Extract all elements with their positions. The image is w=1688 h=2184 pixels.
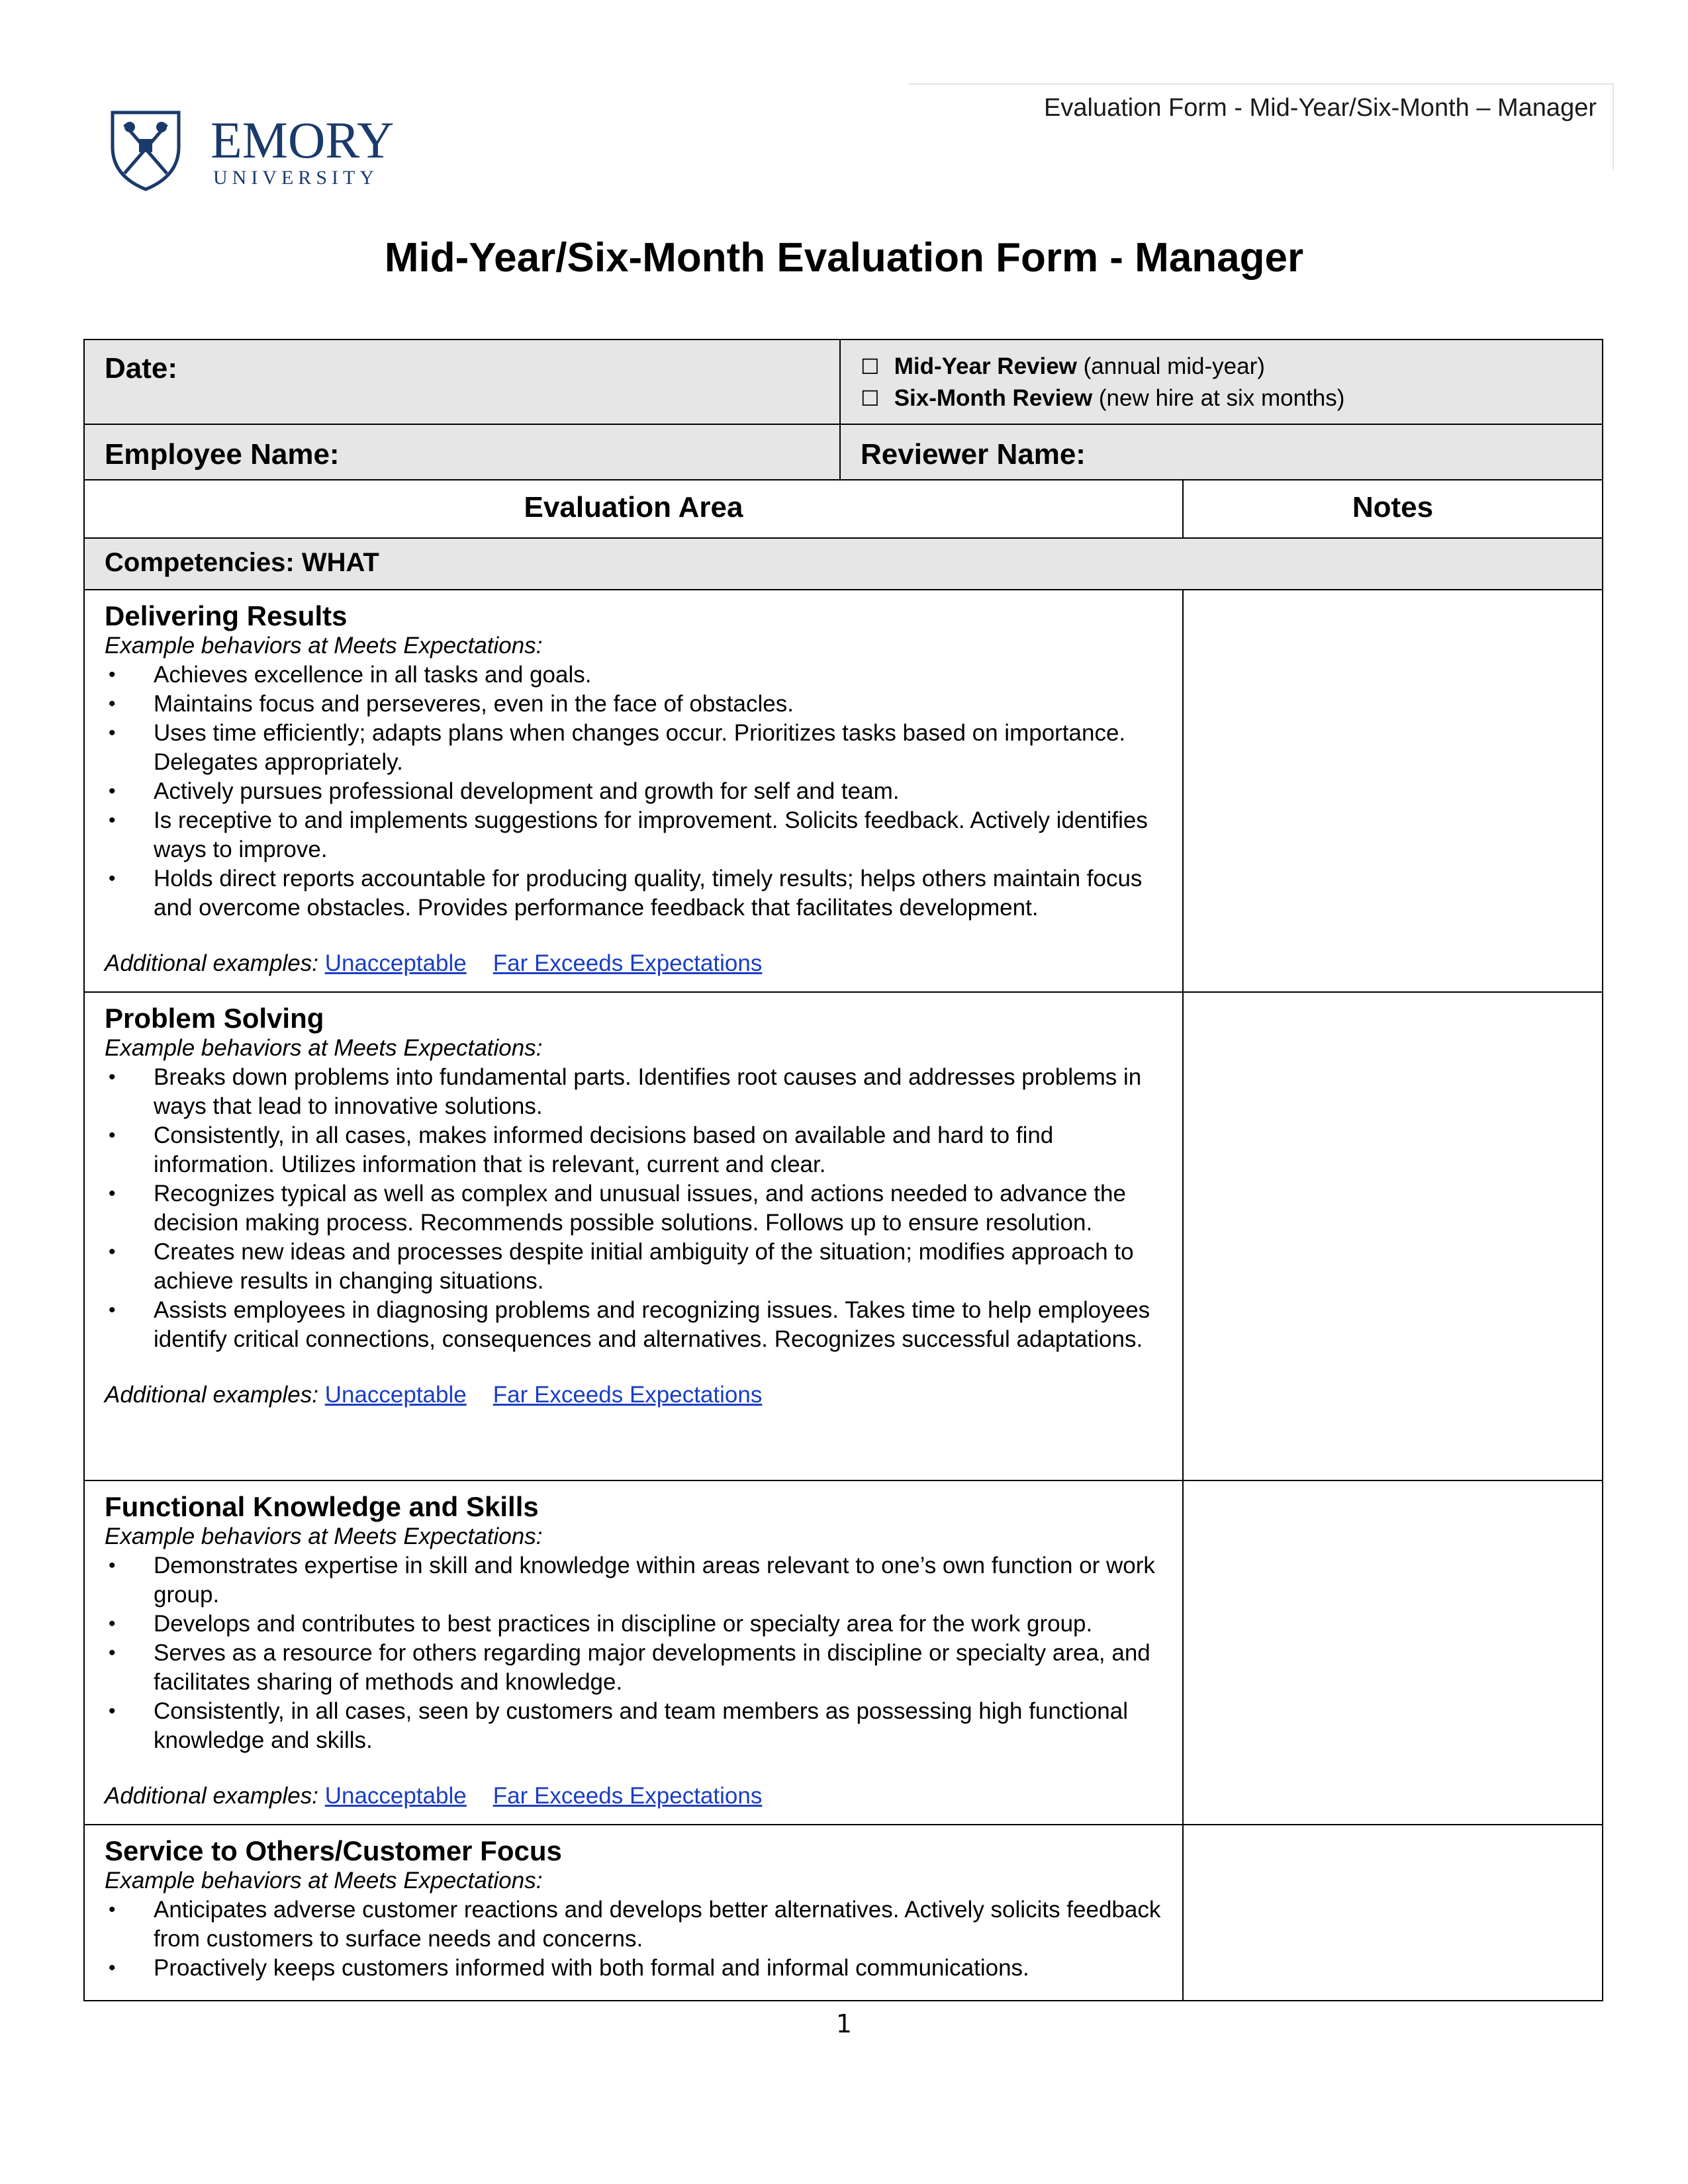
list-item bbox=[105, 660, 1177, 690]
logo-subtitle: UNIVERSITY bbox=[213, 167, 379, 189]
section-title: Delivering Results bbox=[105, 600, 348, 631]
mid-year-review-checkbox[interactable] bbox=[861, 351, 1265, 383]
six-month-review-note: (new hire at six months) bbox=[1092, 385, 1345, 411]
list-item bbox=[105, 1063, 1177, 1121]
section-problem-solving bbox=[105, 1003, 1177, 1410]
additional-examples-label: Additional examples: bbox=[105, 950, 318, 976]
checkbox-icon: ☐ bbox=[861, 386, 880, 411]
section-subtitle: Example behaviors at Meets Expectations: bbox=[105, 1524, 543, 1549]
bullet-icon: • bbox=[109, 1700, 116, 1722]
section-delivering-results bbox=[105, 601, 1177, 978]
bullet-icon: • bbox=[109, 1183, 116, 1205]
page-title: Mid-Year/Six-Month Evaluation Form - Manager bbox=[384, 235, 1304, 281]
row-divider bbox=[83, 479, 1603, 480]
bullet-icon: • bbox=[109, 1613, 116, 1635]
checkbox-icon: ☐ bbox=[861, 354, 880, 379]
list-item bbox=[105, 1238, 1177, 1296]
bullet-icon: • bbox=[109, 693, 116, 715]
section-subtitle: Example behaviors at Meets Expectations: bbox=[105, 1035, 543, 1061]
section-service-to-others bbox=[105, 1836, 1177, 1983]
list-item bbox=[105, 1639, 1177, 1697]
column-divider bbox=[839, 339, 841, 480]
column-header-notes: Notes bbox=[1352, 491, 1434, 523]
section-title: Functional Knowledge and Skills bbox=[105, 1491, 539, 1522]
list-item bbox=[105, 690, 1177, 719]
bullet-icon: • bbox=[109, 1899, 116, 1921]
bullet-icon: • bbox=[109, 1066, 116, 1088]
bullet-text: Creates new ideas and processes despite initial ambiguity of the situation; modifies approach to achieve results in changing situations. bbox=[154, 1239, 1134, 1294]
section-functional-knowledge bbox=[105, 1492, 1177, 1811]
emory-logo bbox=[110, 110, 401, 192]
bullet-text: Maintains focus and perseveres, even in the face of obstacles. bbox=[154, 691, 794, 717]
additional-examples-label: Additional examples: bbox=[105, 1382, 318, 1408]
additional-examples bbox=[105, 1381, 1177, 1410]
bullet-text: Consistently, in all cases, seen by customers and team members as possessing high functional knowledge and skills. bbox=[154, 1698, 1129, 1753]
bullet-text: Breaks down problems into fundamental parts. Identifies root causes and addresses problems in ways that lead to innovative solutions. bbox=[154, 1064, 1142, 1119]
mid-year-review-label: Mid-Year Review bbox=[894, 353, 1077, 379]
row-divider bbox=[83, 991, 1603, 993]
bullet-icon: • bbox=[109, 1124, 116, 1146]
page-number: 1 bbox=[835, 2009, 853, 2038]
six-month-review-label: Six-Month Review bbox=[894, 385, 1093, 411]
list-item bbox=[105, 1551, 1177, 1610]
row-divider bbox=[83, 424, 1603, 425]
section-title: Problem Solving bbox=[105, 1003, 324, 1034]
mid-year-review-note: (annual mid-year) bbox=[1076, 353, 1265, 379]
bullet-icon: • bbox=[109, 722, 116, 744]
far-exceeds-expectations-link[interactable]: Far Exceeds Expectations bbox=[492, 1382, 763, 1408]
bullet-text: Recognizes typical as well as complex and unusual issues, and actions needed to advance the decision making process. Recommends possible solutions. Follows up to ensure resolution. bbox=[154, 1181, 1126, 1236]
far-exceeds-expectations-link[interactable]: Far Exceeds Expectations bbox=[492, 950, 763, 976]
bullet-icon: • bbox=[109, 1241, 116, 1263]
bullet-icon: • bbox=[109, 809, 116, 831]
column-divider bbox=[1182, 589, 1184, 2001]
six-month-review-checkbox[interactable] bbox=[861, 383, 1344, 414]
additional-examples bbox=[105, 1782, 1177, 1811]
bullet-text: Assists employees in diagnosing problems and recognizing issues. Takes time to help employees identify critical connections, consequences and alternatives. Recognizes successful adaptations. bbox=[154, 1297, 1150, 1352]
row-divider bbox=[83, 537, 1603, 539]
reviewer-name-label: Reviewer Name: bbox=[861, 438, 1086, 471]
row-divider bbox=[83, 589, 1603, 590]
section-title: Service to Others/Customer Focus bbox=[105, 1835, 562, 1866]
shield-icon bbox=[113, 113, 179, 189]
bullet-icon: • bbox=[109, 868, 116, 889]
list-item bbox=[105, 1179, 1177, 1238]
bullet-text: Demonstrates expertise in skill and knowledge within areas relevant to one’s own function or work group. bbox=[154, 1553, 1155, 1608]
bullet-icon: • bbox=[109, 1555, 116, 1576]
list-item bbox=[105, 1121, 1177, 1179]
additional-examples-label: Additional examples: bbox=[105, 1783, 318, 1809]
bullet-text: Proactively keeps customers informed with both formal and informal communications. bbox=[154, 1955, 1029, 1981]
employee-name-label: Employee Name: bbox=[105, 438, 340, 471]
unacceptable-link[interactable]: Unacceptable bbox=[324, 950, 467, 976]
bullet-icon: • bbox=[109, 780, 116, 802]
competencies-heading: Competencies: WHAT bbox=[105, 548, 379, 577]
bullet-text: Consistently, in all cases, makes informed decisions based on available and hard to find information. Utilizes information that is relevant, current and clear. bbox=[154, 1122, 1054, 1177]
bullet-icon: • bbox=[109, 1299, 116, 1321]
additional-examples bbox=[105, 949, 1177, 978]
bullet-text: Actively pursues professional development and growth for self and team. bbox=[154, 778, 900, 804]
list-item bbox=[105, 777, 1177, 806]
row-divider bbox=[83, 1824, 1603, 1825]
row-divider bbox=[83, 1480, 1603, 1481]
list-item bbox=[105, 1697, 1177, 1755]
bullet-icon: • bbox=[109, 1642, 116, 1664]
unacceptable-link[interactable]: Unacceptable bbox=[324, 1382, 467, 1408]
bullet-text: Is receptive to and implements suggestions for improvement. Solicits feedback. Actively identifies ways to improve. bbox=[154, 807, 1148, 862]
list-item bbox=[105, 806, 1177, 864]
running-header: Evaluation Form - Mid-Year/Six-Month – Manager bbox=[1044, 94, 1597, 122]
bullet-text: Achieves excellence in all tasks and goals. bbox=[154, 662, 592, 688]
unacceptable-link[interactable]: Unacceptable bbox=[324, 1783, 467, 1809]
bullet-text: Anticipates adverse customer reactions and develops better alternatives. Actively solicits feedback from customers to surface needs and concerns. bbox=[154, 1897, 1161, 1952]
list-item bbox=[105, 864, 1177, 923]
list-item bbox=[105, 1296, 1177, 1354]
list-item bbox=[105, 1954, 1177, 1983]
list-item bbox=[105, 1610, 1177, 1639]
section-subtitle: Example behaviors at Meets Expectations: bbox=[105, 633, 543, 659]
logo-wordmark: EMORY bbox=[211, 111, 395, 169]
list-item bbox=[105, 719, 1177, 777]
far-exceeds-expectations-link[interactable]: Far Exceeds Expectations bbox=[492, 1783, 763, 1809]
bullet-icon: • bbox=[109, 664, 116, 686]
column-header-evaluation-area: Evaluation Area bbox=[524, 491, 743, 523]
bullet-text: Holds direct reports accountable for producing quality, timely results; helps others maintain focus and overcome obstacles. Provides performance feedback that facilitates development. bbox=[154, 866, 1143, 921]
bullet-text: Serves as a resource for others regarding major developments in discipline or specialty area, and facilitates sharing of methods and knowledge. bbox=[154, 1640, 1150, 1695]
bullet-text: Uses time efficiently; adapts plans when changes occur. Prioritizes tasks based on importance. Delegates appropriately. bbox=[154, 720, 1126, 775]
date-label: Date: bbox=[105, 352, 178, 385]
bullet-text: Develops and contributes to best practices in discipline or specialty area for the work group. bbox=[154, 1611, 1093, 1637]
bullet-icon: • bbox=[109, 1957, 116, 1979]
section-subtitle: Example behaviors at Meets Expectations: bbox=[105, 1868, 543, 1893]
list-item bbox=[105, 1895, 1177, 1954]
